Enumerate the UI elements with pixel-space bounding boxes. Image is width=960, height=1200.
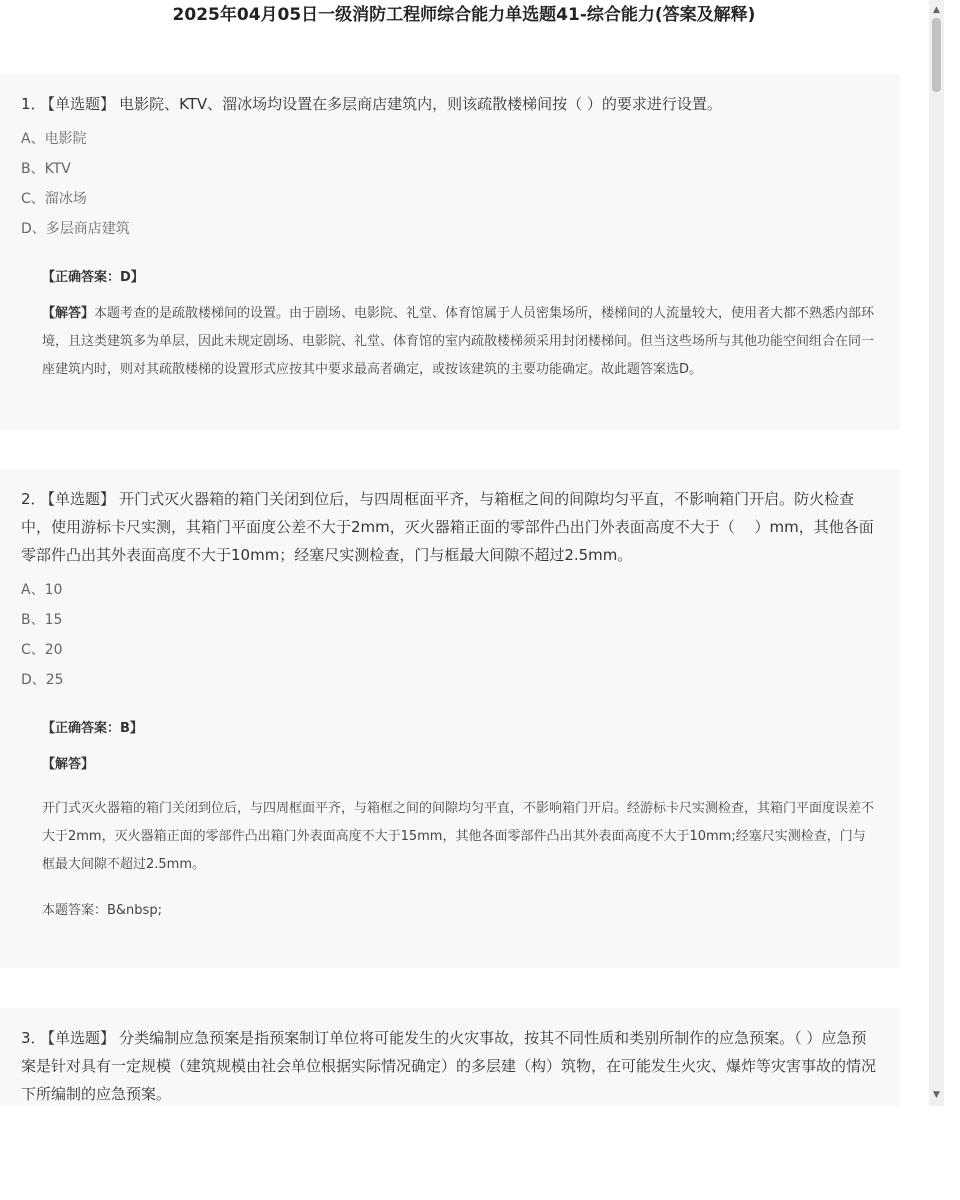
- answer-note: 本题答案：B&nbsp;: [42, 903, 162, 918]
- option-d[interactable]: D、多层商店建筑: [21, 221, 130, 237]
- analysis-text: 本题考查的是疏散楼梯间的设置。由于剧场、电影院、礼堂、体育馆属于人员密集场所，楼梯间的人流量较大，使用者大都不熟悉内部环境，且这类建筑多为单层，因此未规定剧场、电影院、礼堂、体育馆的室内疏散楼梯须采用封闭楼梯间。但当这些场所与其他功能空间组合在同一座建筑内时，则对其疏散楼梯的设置形式应按其中要求最高者确定，或按该建筑的主要功能确定。故此题答案选D。: [42, 306, 875, 377]
- option-b[interactable]: B、KTV: [21, 161, 71, 177]
- question-number: 3．: [21, 1029, 46, 1047]
- answer-block: [21, 717, 878, 918]
- option-c[interactable]: C、20: [21, 642, 63, 658]
- question-text: [21, 485, 878, 569]
- scrollbar-thumb[interactable]: [932, 18, 941, 92]
- vertical-scrollbar[interactable]: [929, 0, 944, 1106]
- question-card: [0, 1008, 900, 1106]
- scroll-up-arrow-icon[interactable]: ▲: [933, 5, 940, 15]
- question-number: 2．: [21, 490, 46, 508]
- correct-answer: 【正确答案：B】: [42, 721, 143, 736]
- option-d[interactable]: D、25: [21, 672, 64, 688]
- page-title: 2025年04月05日一级消防工程师综合能力单选题41-综合能力(答案及解释): [172, 5, 756, 25]
- analysis: [42, 300, 878, 384]
- analysis-text: 开门式灭火器箱的箱门关闭到位后，与四周框面平齐，与箱框之间的间隙均匀平直，不影响箱门开启。经游标卡尺实测检查，其箱门平面度误差不大于2mm，灭火器箱正面的零部件凸出箱门外表面高度不大于15mm，其他各面零部件凸出其外表面高度不大于10mm;经塞尺实测检查，门与框最大间隙不超过2.5mm。: [42, 801, 875, 872]
- options-list: [21, 124, 878, 244]
- question-card: [0, 469, 900, 968]
- option-c[interactable]: C、溜冰场: [21, 191, 87, 207]
- analysis-label: 【解答】: [42, 757, 95, 772]
- options-list: [21, 575, 878, 695]
- question-stem: 电影院、KTV、溜冰场均设置在多层商店建筑内，则该疏散楼梯间按（ ）的要求进行设置。: [119, 95, 722, 113]
- option-a[interactable]: A、10: [21, 582, 63, 598]
- question-card: [0, 74, 900, 430]
- correct-answer: 【正确答案：D】: [42, 270, 144, 285]
- question-type: 【单选题】: [47, 490, 116, 508]
- question-type: 【单选题】: [47, 95, 116, 113]
- analysis-label: 【解答】: [42, 306, 95, 321]
- option-b[interactable]: B、15: [21, 612, 63, 628]
- scroll-down-arrow-icon[interactable]: ▼: [933, 1090, 940, 1100]
- answer-block: [21, 266, 878, 384]
- option-a[interactable]: A、电影院: [21, 131, 87, 147]
- question-stem: 开门式灭火器箱的箱门关闭到位后，与四周框面平齐，与箱框之间的间隙均匀平直，不影响箱门开启。防火检查中，使用游标卡尺实测，其箱门平面度公差不大于2mm，灭火器箱正面的零部件凸出门外表面高度不大于（ ）mm，其他各面零部件凸出其外表面高度不大于10mm；经塞尺实测检查，门与框最大间隙不超过2.5mm。: [21, 490, 874, 564]
- question-stem: 分类编制应急预案是指预案制订单位将可能发生的火灾事故，按其不同性质和类别所制作的应急预案。（ ）应急预案是针对具有一定规模（建筑规模由社会单位根据实际情况确定）的多层建（构）筑物，在可能发生火灾、爆炸等灾害事故的情况下所编制的应急预案。: [21, 1029, 877, 1103]
- question-number: 1．: [21, 95, 46, 113]
- question-type: 【单选题】: [47, 1029, 116, 1047]
- question-text: [21, 90, 878, 118]
- question-text: [21, 1024, 878, 1106]
